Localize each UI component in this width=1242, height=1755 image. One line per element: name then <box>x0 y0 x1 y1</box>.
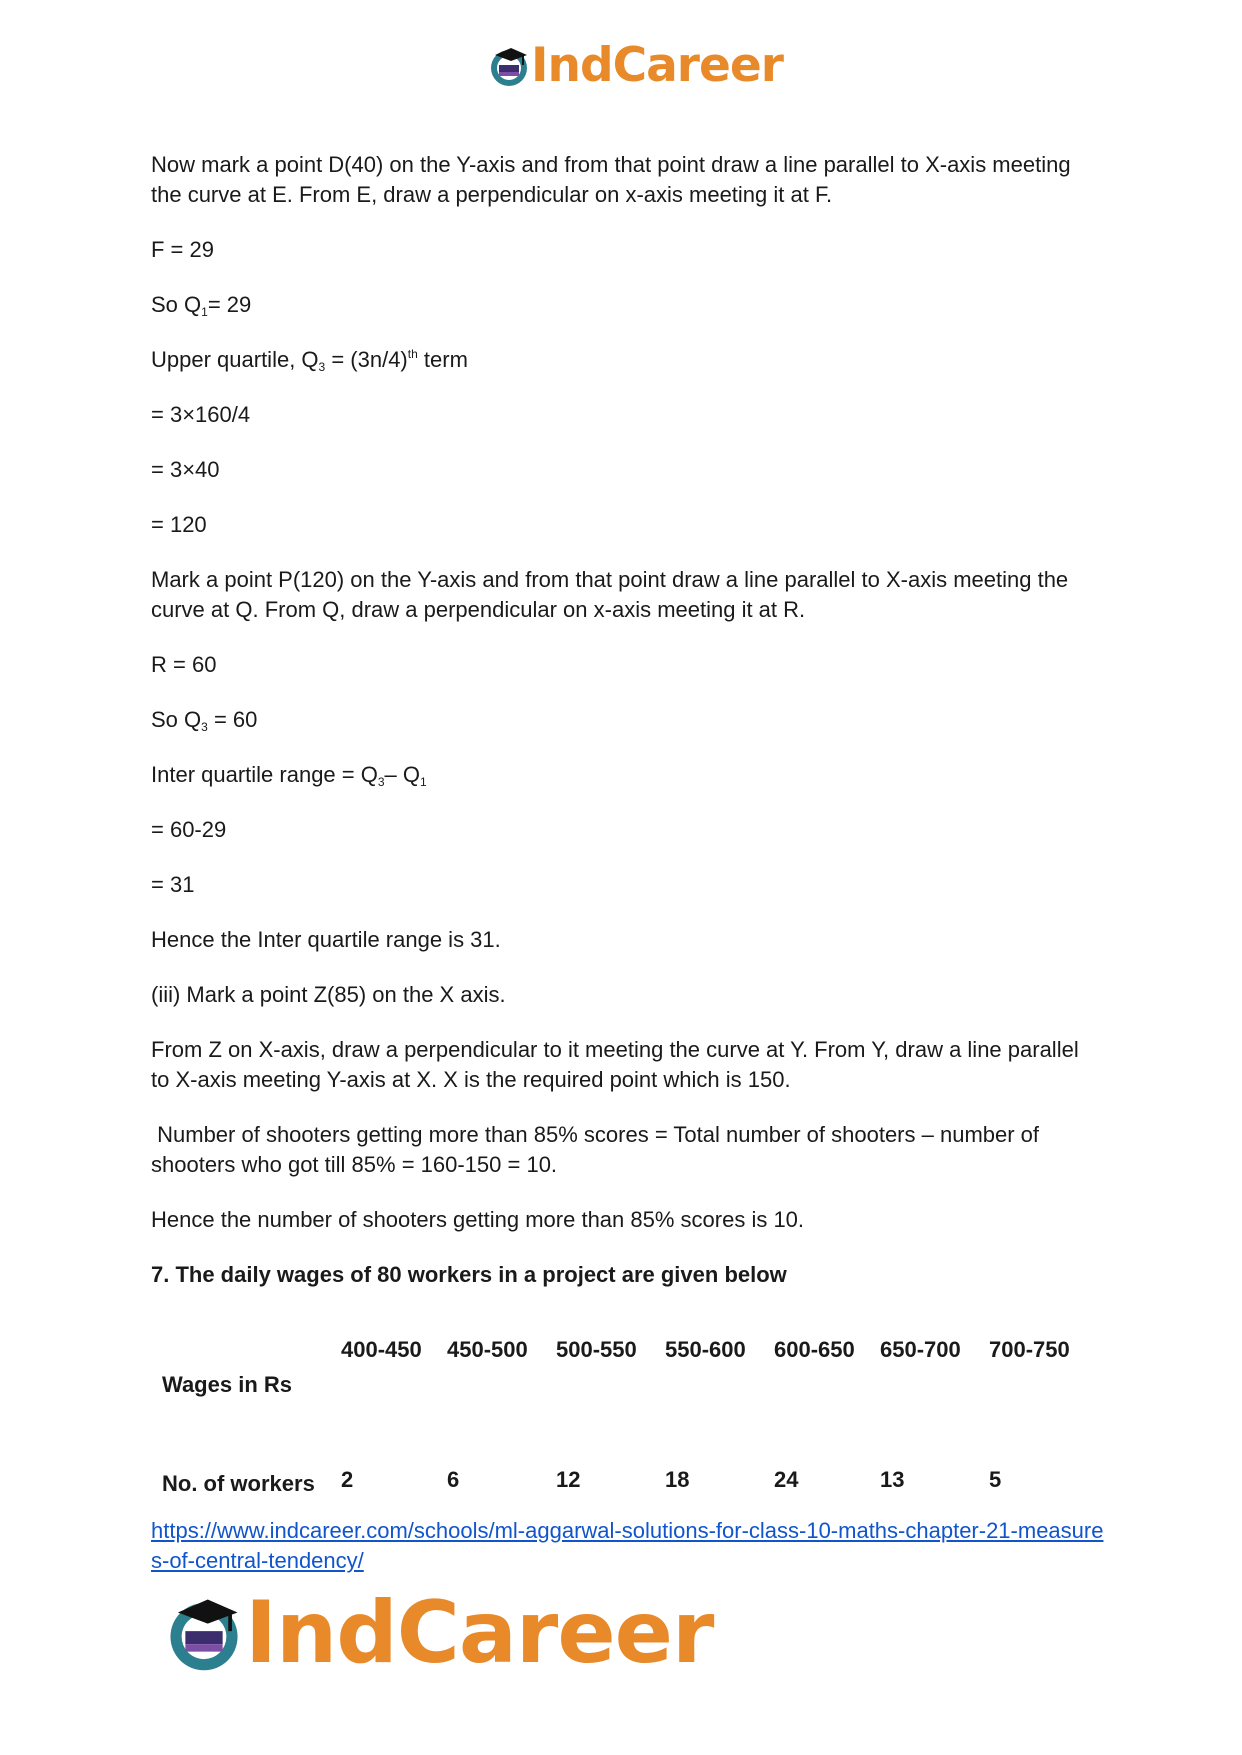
paragraph: Hence the Inter quartile range is 31. <box>151 927 501 952</box>
wage-cell: 550-600 <box>665 1337 746 1362</box>
wage-cell: 700-750 <box>989 1337 1070 1362</box>
iqr-line: Inter quartile range = $Q_3-$ $Q_1$ <box>151 762 427 789</box>
table-row <box>151 1455 1089 1503</box>
paragraph: From Z on X-axis, draw a perpendicular to it meeting the curve at Y. From Y, draw a line parallel to X-axis meeting Y-axis at X. X is the required point which is 150. <box>151 1037 1079 1092</box>
paragraph: R = 60 <box>151 652 217 677</box>
logo-text: IndCareer <box>245 1583 714 1683</box>
paragraph: = 60-29 <box>151 817 227 842</box>
q3-line: So $Q_3 = 60$ <box>151 707 258 734</box>
paragraph: = 3×40 <box>151 457 220 482</box>
source-link[interactable]: https://www.indcareer.com/schools/ml-aggarwal-solutions-for-class-10-maths-chapter-21-measures-of-central-tendency/ <box>151 1518 1104 1573</box>
paragraph: Hence the number of shooters getting more than 85% scores is 10. <box>151 1207 805 1232</box>
workers-cell: 12 <box>556 1467 581 1492</box>
workers-cell: 2 <box>341 1467 354 1492</box>
workers-cell: 5 <box>989 1467 1002 1492</box>
solution-content <box>151 150 1101 1315</box>
paragraph: (iii) Mark a point Z(85) on the X axis. <box>151 982 506 1007</box>
wage-cell: 450-500 <box>447 1337 528 1362</box>
workers-cell: 13 <box>880 1467 905 1492</box>
workers-cell: 6 <box>447 1467 460 1492</box>
row-label-workers: No. of workers <box>162 1471 315 1496</box>
header-logo <box>487 38 783 93</box>
q3-formula: Upper quartile, $Q_3 = (3n/4)^{th}$ term <box>151 347 468 374</box>
wage-cell: 400-450 <box>341 1337 422 1362</box>
q1-line: So $Q_1= 29$ <box>151 292 252 319</box>
wage-cell: 600-650 <box>774 1337 855 1362</box>
workers-cell: 24 <box>774 1467 799 1492</box>
workers-cell: 18 <box>665 1467 690 1492</box>
paragraph: Now mark a point D(40) on the Y-axis and from that point draw a line parallel to X-axis meeting the curve at E. From E, draw a perpendicular on x-axis meeting it at F. <box>151 152 1071 207</box>
paragraph: = 120 <box>151 512 207 537</box>
graduation-book-icon <box>487 44 531 88</box>
question-heading: 7. The daily wages of 80 workers in a project are given below <box>151 1262 787 1287</box>
paragraph: = 3×160/4 <box>151 402 251 427</box>
graduation-book-icon <box>163 1592 245 1674</box>
table-row <box>151 1335 1089 1455</box>
wage-cell: 650-700 <box>880 1337 961 1362</box>
row-label-wages: Wages in Rs <box>162 1372 292 1397</box>
wage-cell: 500-550 <box>556 1337 637 1362</box>
paragraph: Number of shooters getting more than 85% scores = Total number of shooters – number of shooters who got till 85% = 160-150 = 10. <box>151 1122 1046 1177</box>
footer-logo <box>163 1583 714 1683</box>
paragraph: Mark a point P(120) on the Y-axis and from that point draw a line parallel to X-axis meeting the curve at Q. From Q, draw a perpendicular on x-axis meeting it at R. <box>151 567 1069 622</box>
paragraph: F = 29 <box>151 237 214 262</box>
paragraph: = 31 <box>151 872 195 897</box>
logo-text: IndCareer <box>531 38 783 93</box>
wages-table <box>151 1335 1089 1503</box>
